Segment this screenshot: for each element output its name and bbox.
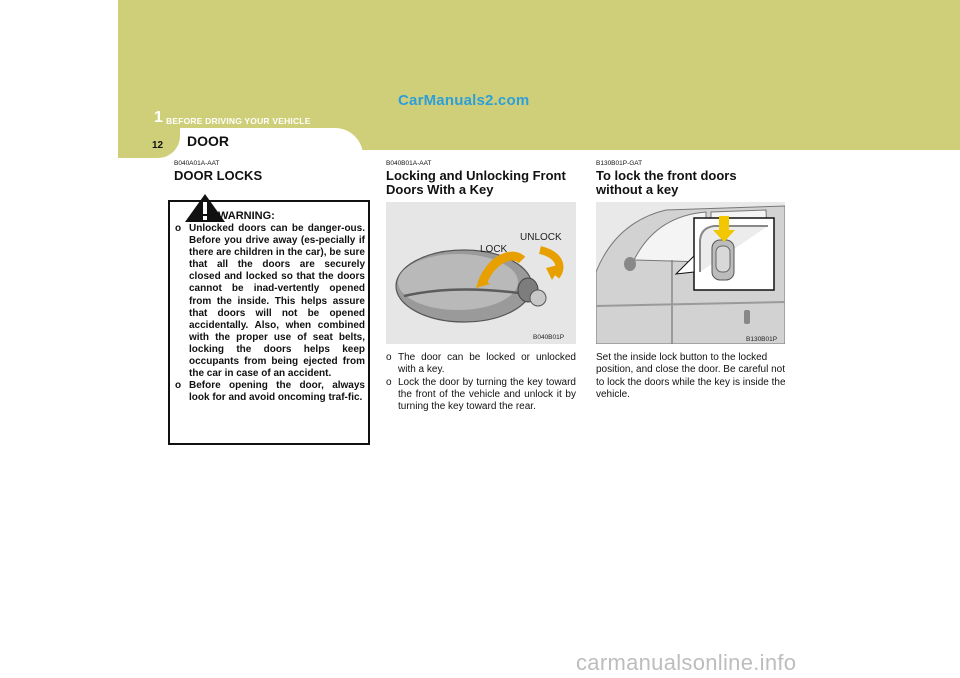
list-item-text: The door can be locked or unlocked with a key. [398,352,576,376]
door-locks-column [174,160,364,183]
section-code: B040B01A-AAT [386,160,432,167]
lock-label: LOCK [480,244,508,255]
section-title: DOOR [187,133,229,149]
watermark-bottom[interactable]: carmanualsonline.info [576,650,797,675]
warning-text: Before opening the door, always look for and avoid oncoming traf-fic. [189,380,365,404]
chapter-number: 1 [154,109,163,126]
bullet: o [386,376,392,388]
chapter-title: BEFORE DRIVING YOUR VEHICLE [166,116,311,126]
figure-code: B040B01P [533,334,565,341]
warning-title: WARNING: [218,210,275,222]
bullet: o [175,223,182,234]
keyless-lock-heading: To lock the front doors without a key [596,168,737,197]
door-handle-drawing [386,202,576,344]
unlock-label: UNLOCK [520,232,562,243]
bullet: o [175,380,182,392]
keyless-lock-text: Set the inside lock button to the locked position, and close the door. Be careful not to lock the doors while the key is inside the vehicle. [596,352,786,400]
section-tab-notch [118,128,180,158]
warning-text: Unlocked doors can be danger-ous. Before you drive away (es-pecially if there are children in the car), be sure that all the doors are securely closed and locked so that the doors cannot be inad-vertently opened from the inside. This helps assure that doors will not be opened accidentally. Also, when combined with the proper use of seat belts, locking the doors helps keep occupants from being ejected from the car in case of an accident. [189,223,365,380]
page-number: 12 [152,140,164,151]
vehicle-drawing [596,202,785,344]
warning-item [175,223,365,380]
section-code: B040A01A-AAT [174,160,220,167]
door-locks-heading: DOOR LOCKS [174,168,263,183]
key-lock-heading: Locking and Unlocking Front Doors With a Key [386,168,566,197]
keyless-lock-column [596,160,786,197]
list-item [386,377,576,414]
key-lock-instructions [386,352,576,413]
warning-item [175,380,365,404]
bullet: o [386,352,392,363]
door-handle-key-illustration [386,202,576,344]
warning-list [175,223,365,404]
figure-code: B130B01P [746,336,778,343]
list-item [386,352,576,377]
vehicle-lock-button-illustration [596,202,785,344]
key-lock-column [386,160,576,197]
watermark-top[interactable]: CarManuals2.com [398,92,530,109]
list-item-text: Lock the door by turning the key toward the front of the vehicle and unlock it by turning the key toward the rear. [398,376,576,413]
section-code: B130B01P-GAT [596,160,643,167]
